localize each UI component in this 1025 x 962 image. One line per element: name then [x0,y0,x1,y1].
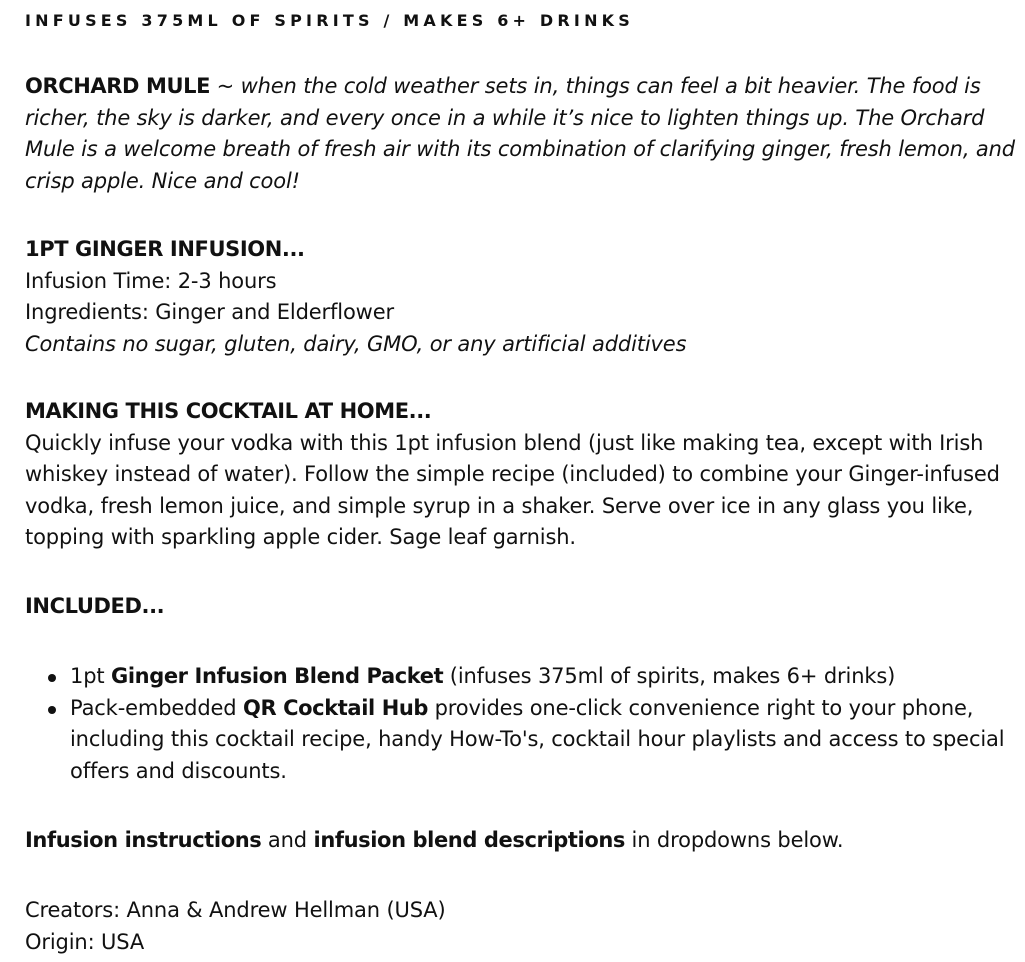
cocktail-name: ORCHARD MULE [25,74,211,98]
making-section [25,396,1015,554]
bullet-icon [48,674,56,682]
creators-text: Creators: Anna & Andrew Hellman (USA) [25,898,446,922]
item-suffix: (infuses 375ml of spirits, makes 6+ drinks) [443,664,896,688]
included-heading: INCLUDED... [25,594,165,618]
infusion-section [25,234,1015,360]
origin-text: Origin: USA [25,929,145,954]
kicker-text: INFUSES 375ML OF SPIRITS / MAKES 6+ DRINKS [25,11,635,30]
infusion-ingredients: Ingredients: Ginger and Elderflower [25,300,394,324]
intro-text: when the cold weather sets in, things can feel a bit heavier. The food is richer, the sky is darker, and every once in a while it’s nice to lighten things up. The Orchard Mule is a welcome breath of fresh air with its combination of clarifying ginger, fresh lemon, and crisp apple. Nice and cool! [25,74,1015,193]
intro-paragraph [25,71,1015,197]
making-heading: MAKING THIS COCKTAIL AT HOME... [25,399,432,423]
making-text: Quickly infuse your vodka with this 1pt infusion blend (just like making tea, except with Irish whiskey instead of water). Follow the simple recipe (included) to combine your Ginger-infused vodka, fresh lemon juice, and simple syrup in a shaker. Serve over ice in any glass you like, topping with sparkling apple cider. Sage leaf garnish. [25,430,1000,549]
list-item [70,661,1025,693]
note-and: and [261,828,314,852]
list-item [70,693,1025,788]
item-prefix: 1pt [70,664,112,688]
item-highlight: QR Cocktail Hub [243,695,429,720]
dropdown-note [25,825,1015,857]
meta-section [25,895,1015,958]
infusion-dietary-note: Contains no sugar, gluten, dairy, GMO, or any artificial additives [25,331,687,356]
note-instructions: Infusion instructions [25,828,262,852]
infusion-heading: 1PT GINGER INFUSION... [25,237,305,261]
intro-separator: ~ [210,74,241,98]
infusion-time: Infusion Time: 2-3 hours [25,268,277,293]
note-descriptions: infusion blend descriptions [313,828,626,852]
item-highlight: Ginger Infusion Blend Packet [111,664,444,688]
included-list [25,661,1025,787]
included-section [25,591,1015,623]
item-suffix: provides one-click convenience right to your phone, including this cocktail recipe, handy How-To's, cocktail hour playlists and access to special offers and discounts. [70,695,1005,783]
bullet-icon [48,706,56,714]
item-prefix: Pack-embedded [70,695,243,720]
note-end: in dropdowns below. [625,828,844,852]
